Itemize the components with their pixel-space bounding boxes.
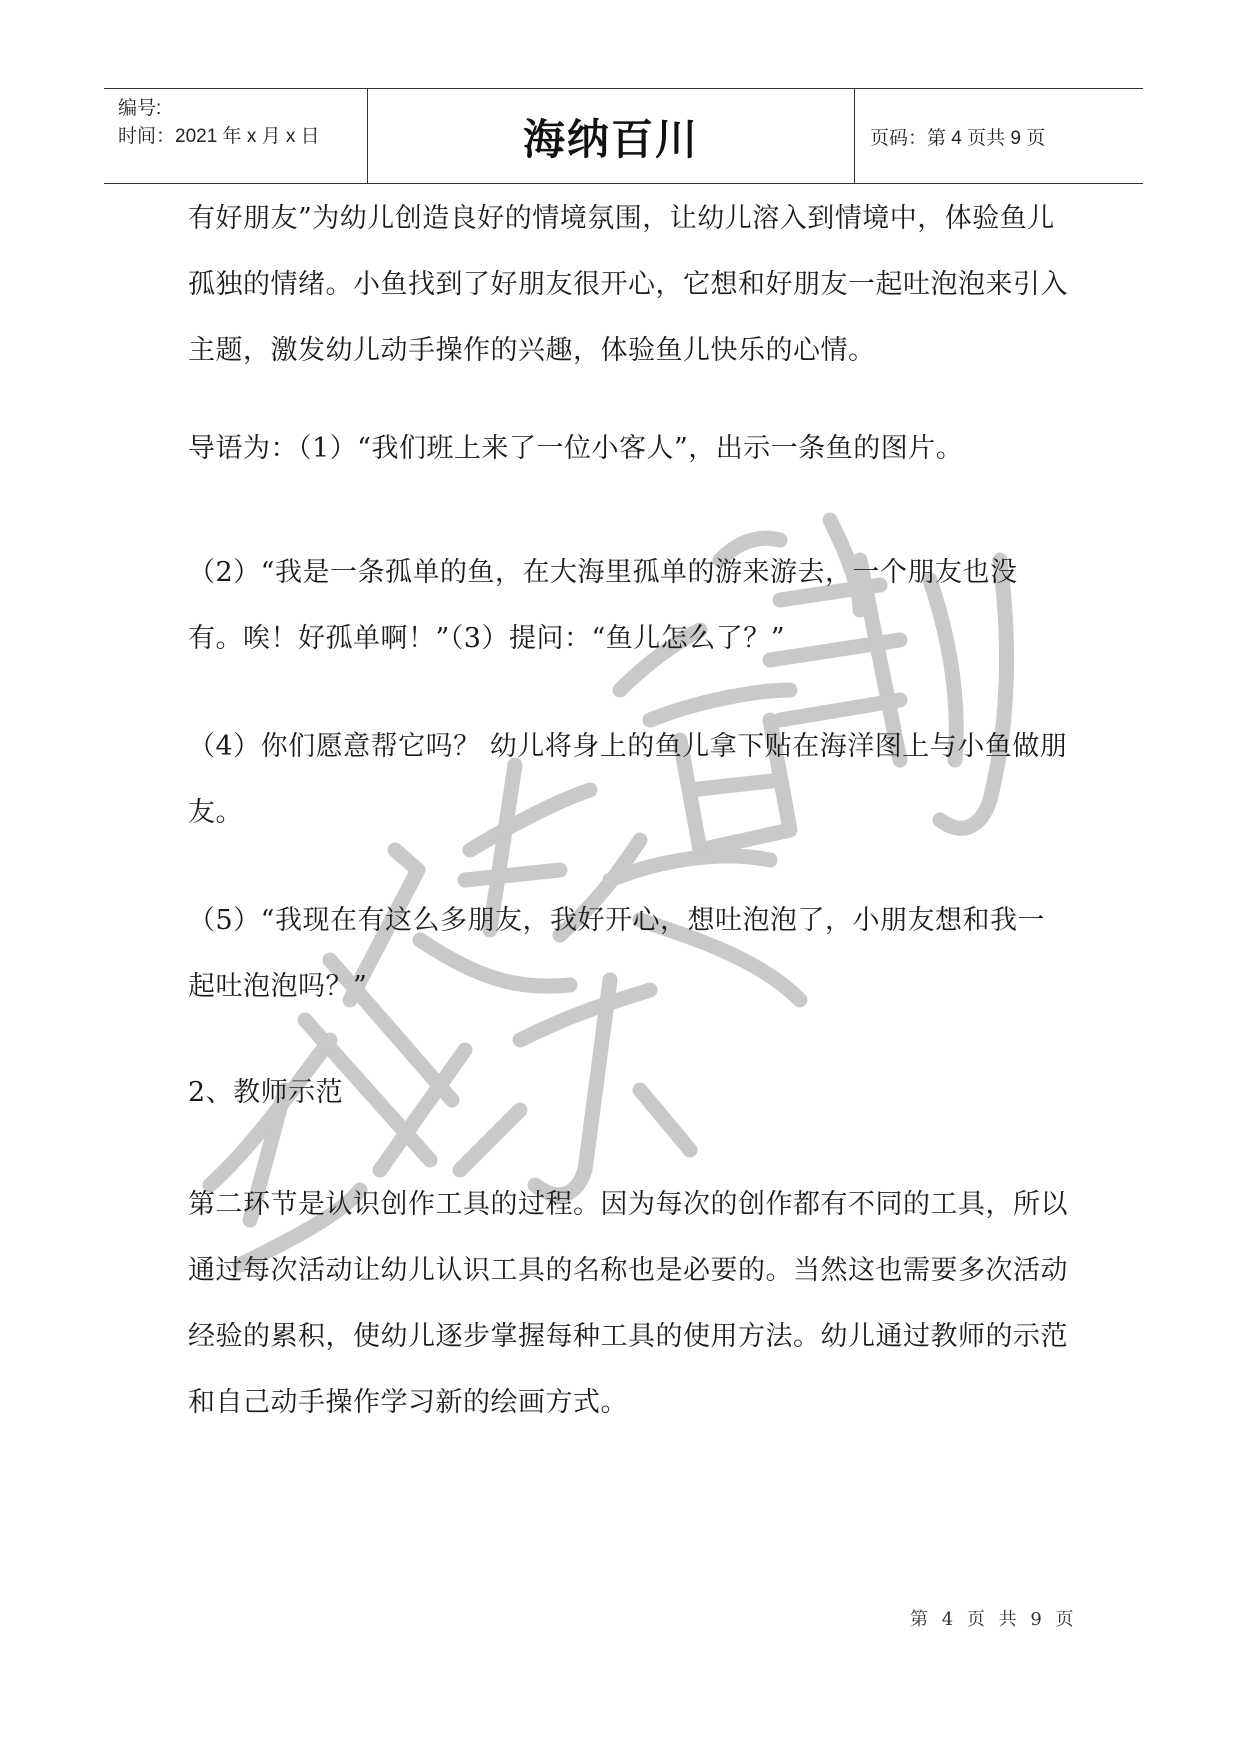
header-title-cell (368, 89, 855, 183)
body-paragraph-1: 有好朋友”为幼儿创造良好的情境氛围，让幼儿溶入到情境中，体验鱼儿孤独的情绪。小鱼找到了好朋友很开心，它想和好朋友一起吐泡泡来引入主题，激发幼儿动手操作的兴趣，体验鱼儿快乐的心情。 (188, 203, 1068, 366)
header-title: 海纳百川 (522, 115, 699, 164)
header-meta-cell (104, 89, 368, 183)
body-paragraph-4: （4）你们愿意帮它吗？ 幼儿将身上的鱼儿拿下贴在海洋图上与小鱼做朋友。 (188, 731, 1068, 828)
body-paragraph-2: 导语为：（1）“我们班上来了一位小客人”，出示一条鱼的图片。 (188, 433, 964, 464)
body-paragraph-5: （5）“我现在有这么多朋友，我好开心，想吐泡泡了，小朋友想和我一起吐泡泡吗？” (188, 905, 1045, 1002)
body-paragraph-3: （2）“我是一条孤单的鱼，在大海里孤单的游来游去，一个朋友也没有。唉！好孤单啊！”（3）提问：“鱼儿怎么了？” (188, 557, 1018, 654)
header-page-cell (856, 89, 1143, 183)
section-heading: 2、教师示范 (188, 1077, 344, 1108)
document-header (104, 88, 1143, 184)
footer-page-number: 第 4 页 共 9 页 (910, 1609, 1078, 1630)
document-time-label: 时间：2021 年 x 月 x 日 (118, 126, 320, 147)
document-number-label: 编号: (118, 98, 162, 119)
body-paragraph-6: 第二环节是认识创作工具的过程。因为每次的创作都有不同的工具，所以通过每次活动让幼儿认识工具的名称也是必要的。当然这也需要多次活动经验的累积，使幼儿逐步掌握每种工具的使用方法。幼儿通过教师的示范和自己动手操作学习新的绘画方式。 (188, 1189, 1068, 1418)
header-page-label: 页码：第 4 页共 9 页 (870, 128, 1046, 149)
